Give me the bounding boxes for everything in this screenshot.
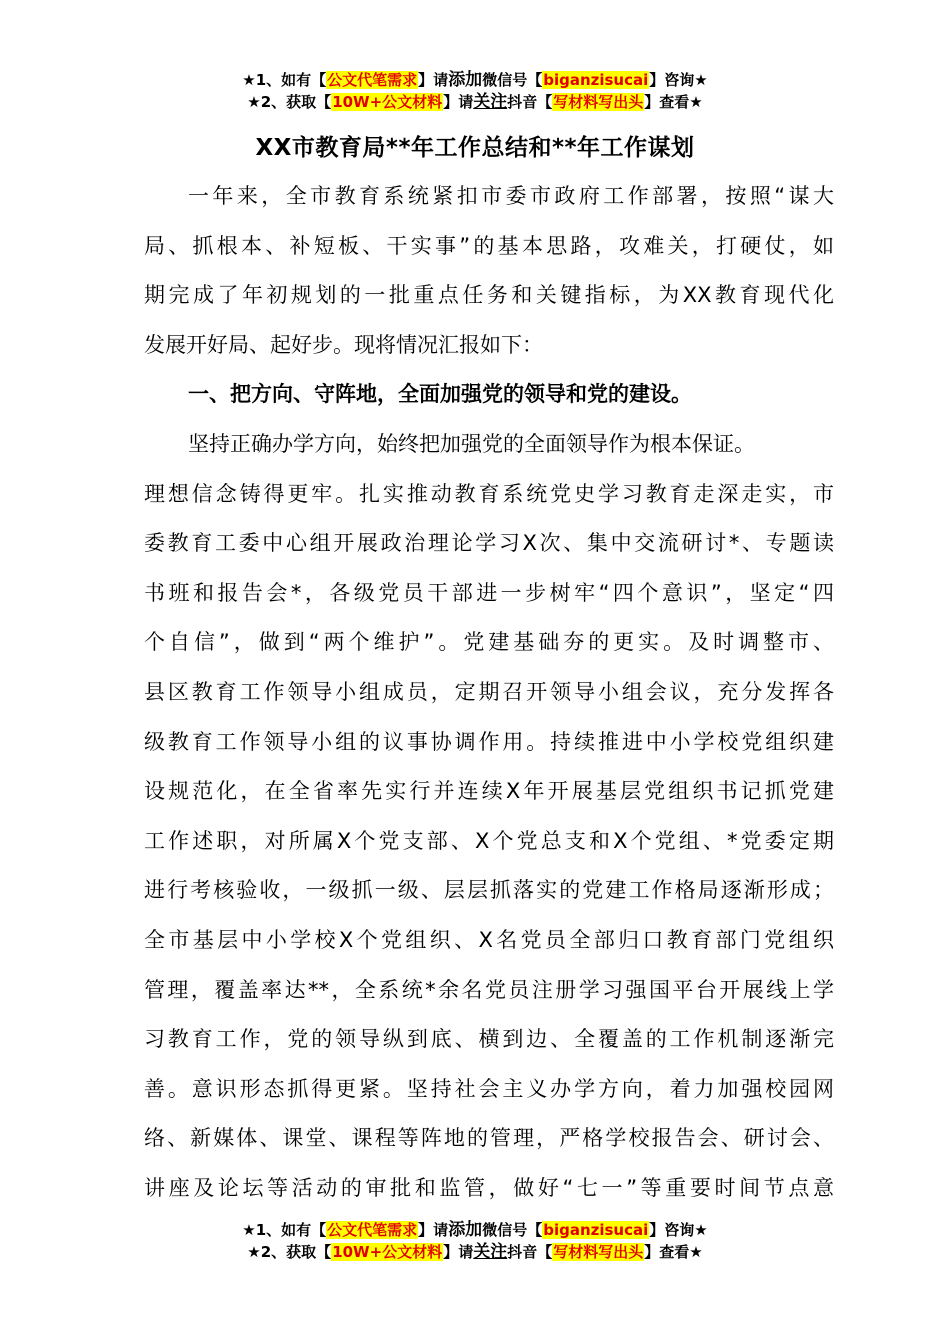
promo-highlight: 公文代笔需求 <box>327 71 418 89</box>
promo-text: ★1、如有【 <box>242 1221 327 1239</box>
body-line: 县区教育工作领导小组成员，定期召开领导小组会议，充分发挥各 <box>144 679 834 704</box>
body-line: 期完成了年初规划的一批重点任务和关键指标，为XX教育现代化 <box>144 283 834 308</box>
body-line: 委教育工委中心组开展政治理论学习X次、集中交流研讨*、专题读 <box>144 531 834 556</box>
promo-text: ★2、获取【 <box>247 1243 332 1261</box>
promo-text: 抖音【 <box>507 93 553 111</box>
promo-emphasis: 关注 <box>473 92 508 112</box>
body-line: 局、抓根本、补短板、干实事”的基本思路，攻难关，打硬仗，如 <box>144 233 834 258</box>
promo-text: ★2、获取【 <box>247 93 332 111</box>
document-body <box>144 172 834 1213</box>
promo-text: ★1、如有【 <box>242 71 327 89</box>
body-line: 坚持正确办学方向，始终把加强党的全面领导作为根本保证。 <box>188 431 755 456</box>
body-line: 发展开好局、起好步。现将情况汇报如下： <box>144 332 543 357</box>
promo-text: 】咨询★ <box>649 1221 708 1239</box>
promo-text: 】查看★ <box>644 93 703 111</box>
promo-emphasis: 添加 <box>448 70 483 90</box>
body-line: 级教育工作领导小组的议事协调作用。持续推进中小学校党组织建 <box>144 729 834 754</box>
body-line: 设规范化，在全省率先实行并连续X年开展基层党组织书记抓党建 <box>144 779 834 804</box>
promo-line-2 <box>0 1241 950 1263</box>
promo-wechat-id: biganzisucai <box>543 1221 649 1239</box>
body-line: 个自信”，做到“两个维护”。党建基础夯的更实。及时调整市、 <box>144 630 834 655</box>
promo-text: 】请 <box>418 71 449 89</box>
promo-highlight: 10W+公文材料 <box>332 93 443 111</box>
promo-line-1 <box>0 69 950 91</box>
body-line: 习教育工作，党的领导纵到底、横到边、全覆盖的工作机制逐渐完 <box>144 1027 834 1052</box>
promo-highlight: 10W+公文材料 <box>332 1243 443 1261</box>
document-title: XX市教育局**年工作总结和**年工作谋划 <box>255 135 695 161</box>
promo-text: 】请 <box>443 93 474 111</box>
promo-highlight: 公文代笔需求 <box>327 1221 418 1239</box>
promo-text: 微信号【 <box>482 71 543 89</box>
body-line: 讲座及论坛等活动的审批和监管，做好“七一”等重要时间节点意 <box>144 1175 834 1200</box>
promo-douyin-id: 写材料写出头 <box>553 1243 644 1261</box>
body-line: 全市基层中小学校X个党组织、X名党员全部归口教育部门党组织 <box>144 927 834 952</box>
section-heading: 一、把方向、守阵地，全面加强党的领导和党的建设。 <box>188 382 692 407</box>
top-promo-banner <box>0 69 950 113</box>
promo-emphasis: 添加 <box>448 1220 483 1240</box>
promo-line-2 <box>0 91 950 113</box>
promo-text: 】请 <box>418 1221 449 1239</box>
promo-line-1 <box>0 1219 950 1241</box>
body-line: 管理，覆盖率达**，全系统*余名党员注册学习强国平台开展线上学 <box>144 977 834 1002</box>
body-line: 一年来，全市教育系统紧扣市委市政府工作部署，按照“谋大 <box>188 184 834 208</box>
promo-douyin-id: 写材料写出头 <box>553 93 644 111</box>
promo-text: 】咨询★ <box>649 71 708 89</box>
promo-emphasis: 关注 <box>473 1242 508 1262</box>
body-line: 书班和报告会*，各级党员干部进一步树牢“四个意识”，坚定“四 <box>144 580 834 605</box>
body-line: 工作述职，对所属X个党支部、X个党总支和X个党组、*党委定期 <box>144 828 834 853</box>
bottom-promo-banner <box>0 1219 950 1263</box>
promo-text: 】查看★ <box>644 1243 703 1261</box>
body-line: 善。意识形态抓得更紧。坚持社会主义办学方向，着力加强校园网 <box>144 1076 834 1101</box>
body-line: 络、新媒体、课堂、课程等阵地的管理，严格学校报告会、研讨会、 <box>144 1126 834 1151</box>
promo-text: 抖音【 <box>507 1243 553 1261</box>
promo-text: 微信号【 <box>482 1221 543 1239</box>
promo-text: 】请 <box>443 1243 474 1261</box>
body-line: 进行考核验收，一级抓一级、层层抓落实的党建工作格局逐渐形成； <box>144 878 834 903</box>
body-line: 理想信念铸得更牢。扎实推动教育系统党史学习教育走深走实，市 <box>144 481 834 506</box>
promo-wechat-id: biganzisucai <box>543 71 649 89</box>
